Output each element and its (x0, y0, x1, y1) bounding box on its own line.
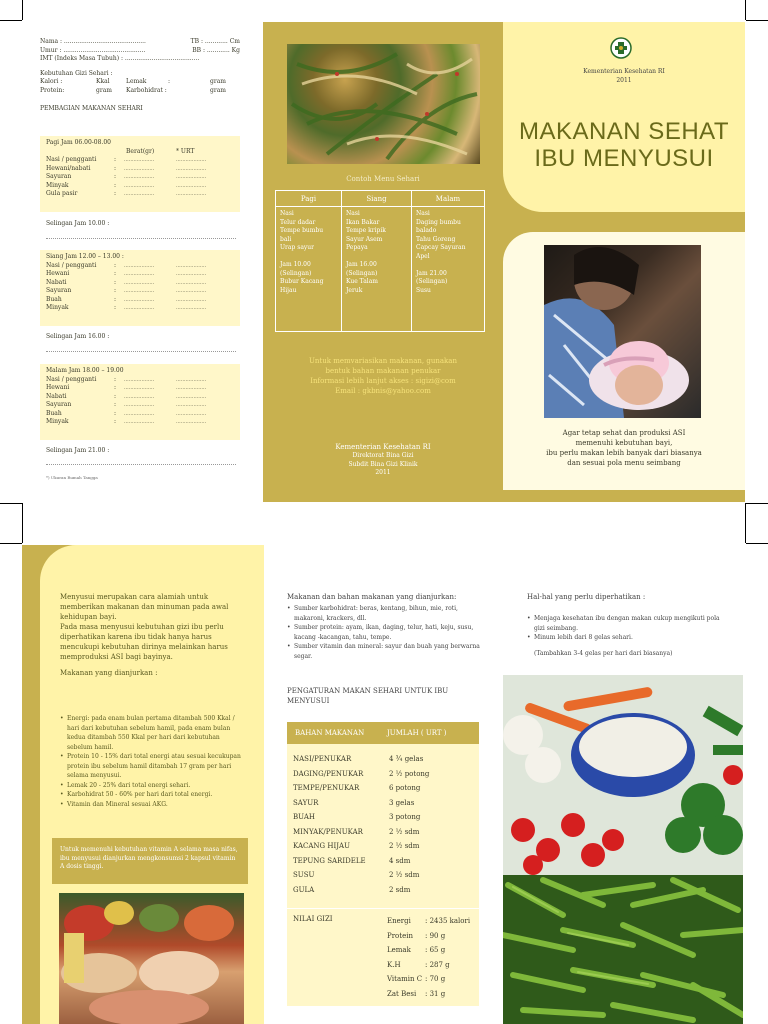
form-row: Nabati : ................... ................... (46, 392, 207, 400)
kebutuhan-title: Kebutuhan Gizi Sehari : (40, 69, 113, 77)
bb-line: BB : ............ Kg (192, 46, 240, 54)
nilai-rows (387, 914, 470, 1001)
form-row: Nabati : ................... ................... (46, 278, 207, 286)
form-row: Buah : ................... ................... (46, 295, 207, 303)
protein-row: Protein: gram Karbohidrat : gram (40, 86, 226, 94)
menu-title: Contoh Menu Sehari (346, 175, 420, 183)
intro-para1: Menyusui merupakan cara alamiah untuk memberikan makanan dan minuman pada awal kehidupan bayi. (60, 593, 229, 621)
dianjurkan-heading: Makanan yang dianjurkan : (60, 669, 158, 677)
cover-caption-3: ibu perlu makan lebih banyak dari biasanya (546, 449, 702, 457)
right-heading: Hal-hal yang perlu diperhatikan : (527, 593, 646, 601)
menu-pagi-item: bali (280, 235, 292, 243)
table-rows (287, 744, 479, 897)
form-row: Buah : ................... ................... (46, 409, 207, 417)
menu-header-siang: Siang (342, 191, 412, 206)
form-row: Hewani : ................... ................... (46, 384, 207, 391)
bullet-item: • Lemak 20 - 25% dari total energi sehari. (60, 781, 244, 791)
pagi-list (46, 156, 234, 199)
bullet-item: • Sumber vitamin dan mineral: sayur dan buah yang berwarna segar. (287, 642, 482, 661)
form-row: Nasi / pengganti : ................... ................... (46, 375, 207, 383)
cover-title-line1: MAKANAN SEHAT (518, 118, 730, 145)
menu-siang-item: Sayur Asem (346, 235, 383, 243)
form-row: Minyak : ................... ................... (46, 418, 207, 425)
form-row: Nasi / pengganti : ................... ................... (46, 261, 207, 269)
menu-siang-item: (Selingan) (346, 269, 378, 277)
siang-block (40, 250, 240, 326)
green-beans-photo (503, 875, 743, 1024)
form-row: Sayuran : ................... ................... (46, 287, 207, 294)
table-title: PENGATURAN MAKAN SEHARI UNTUK IBU MENYUSUI (287, 687, 449, 705)
menu-malam-item: Daging bumbu (416, 218, 461, 226)
menu-siang-item: Ikan Bakar (346, 218, 380, 226)
kalori-row: Kalori : Kkal Lemak : gram (40, 78, 226, 85)
dip-vegetable-photo (503, 675, 743, 875)
cover-caption-2: memenuhi kebutuhan bayi, (575, 439, 673, 447)
nama-line: Nama : ........................................... (40, 38, 146, 45)
info-line3: Informasi lebih lanjut akses : sigizi@com (310, 377, 456, 385)
intro-para2: Pada masa menyusui kebutuhan gizi ibu perlu diperhatikan karena ibu tidak hanya harus mencukupi kebutuhan dirinya melainkan harus memproduksi ASI bagi bayinya. (60, 623, 228, 661)
menu-header-malam: Malam (435, 195, 461, 203)
menu-malam-item: balado (416, 227, 437, 234)
nilai-row: Lemak : 65 g (387, 946, 446, 954)
menu-footer-year: 2011 (375, 469, 391, 476)
cover-year: 2011 (616, 76, 632, 84)
form-row: Sayuran : ................... ................... (46, 173, 207, 180)
table-row: NASI/PENUKAR 4 ¾ gelas (293, 755, 424, 763)
table-row: SUSU 2 ½ sdm (293, 871, 420, 879)
menu-pagi-item: Bubur Kacang (280, 278, 324, 285)
nilai-row: Protein : 90 g (387, 931, 446, 940)
nilai-row: K.H : 287 g (387, 960, 450, 969)
malam-list (46, 376, 234, 427)
pagi-block (40, 136, 240, 212)
menu-siang-item: Kue Talam (346, 278, 378, 285)
selingan3-line (46, 464, 236, 465)
menu-pagi-item: (Selingan) (280, 269, 312, 277)
info-line1: Untuk memvariasikan makanan, gunakan (309, 357, 457, 365)
footnote: *) Ukuran Rumah Tangga (46, 475, 98, 480)
form-row: Minyak : ................... ................... (46, 304, 207, 311)
mid-bullet-list (287, 604, 482, 661)
info-line2: bentuk bahan makanan penukar (325, 367, 441, 375)
selingan2: Selingan Jam 16.00 : (46, 333, 110, 340)
menu-pagi-item (280, 253, 337, 262)
urt-header: * URT (176, 147, 195, 155)
pengaturan-table (287, 722, 479, 1006)
malam-title: Malam Jam 18.00 – 19.00 (46, 367, 124, 374)
malam-block (40, 364, 240, 440)
imt-line: IMT (Indeks Masa Tubuh) : ....................................... (40, 55, 200, 62)
menu-pagi-item: Telur dadar (280, 218, 316, 226)
tb-line: TB : ............ Cm (190, 38, 240, 45)
bullet-item: • Sumber karbohidrat: beras, kentang, bihun, mie, roti, makaroni, krackers, dll. (287, 604, 482, 623)
vegetable-icon (287, 44, 480, 164)
mother-baby-photo (544, 245, 701, 418)
cover-ministry: Kementerian Kesehatan RI (583, 68, 665, 75)
menu-malam-item: Capcay Sayuran (416, 244, 466, 251)
right-sub: (Tambahkan 3-4 gelas per hari dari biasanya) (534, 650, 673, 657)
menu-malam-item: (Selingan) (416, 278, 448, 285)
menu-table (275, 190, 485, 332)
dianjurkan-list (60, 714, 244, 809)
menu-siang-item: Jeruk (346, 286, 363, 294)
bullet-item: • Vitamin dan Mineral sesuai AKG. (60, 800, 244, 810)
selingan2-line (46, 351, 236, 352)
groceries-photo (59, 893, 244, 1024)
menu-pagi-item: Jam 10.00 (280, 261, 311, 268)
siang-list (46, 262, 234, 313)
nilai-row: Vitamin C : 70 g (387, 975, 446, 983)
mid-heading: Makanan dan bahan makanan yang dianjurkan: (287, 593, 457, 601)
form-row: Nasi / pengganti : ................... ................... (46, 156, 207, 163)
table-row: DAGING/PENUKAR 2 ½ potong (293, 769, 430, 778)
stirfry-photo (287, 44, 480, 164)
bullet-item: • Karbohidrat 50 - 60% per hari dari total energi. (60, 790, 244, 800)
menu-siang-item: Jam 16.00 (346, 261, 377, 268)
menu-siang-item: Tempe kripik (346, 227, 386, 234)
selingan1-line (46, 238, 236, 239)
menu-footer-directorate: Direktorat Bina Gizi (352, 452, 414, 459)
menu-pagi-item: Urap sayur (280, 244, 315, 251)
vitamin-note: Untuk memenuhi kebutuhan vitamin A selama masa nifas, ibu menyusui dianjurkan mengkonsumsi 2 kapsul vitamin A dosis tinggi. (52, 838, 248, 884)
info-line4: Email : gkbnis@yahoo.com (335, 387, 431, 395)
menu-malam-list (412, 207, 484, 331)
menu-footer-ministry: Kementerian Kesehatan RI (335, 443, 431, 451)
form-row: Hewani : ................... ................... (46, 270, 207, 277)
table-row: TEPUNG SARIDELE 4 sdm (293, 856, 411, 865)
table-row: GULA 2 sdm (293, 885, 411, 894)
form-row: Minyak : ................... ................... (46, 181, 207, 189)
menu-malam-item: Nasi (416, 210, 430, 217)
menu-malam-item: Apel (416, 252, 430, 260)
menu-pagi-item: Nasi (280, 210, 294, 217)
bullet-item: • Menjaga kesehatan ibu dengan makan cukup mengikuti pola gizi seimbang. (527, 614, 727, 633)
menu-pagi-item: Hijau (280, 286, 297, 294)
cover-title-line2: IBU MENYUSUI (534, 145, 714, 172)
siang-title: Siang Jam 12.00 – 13.00 : (46, 253, 124, 260)
pembagian-title: PEMBAGIAN MAKANAN SEHARI (40, 105, 143, 112)
menu-siang-item (346, 253, 407, 262)
selingan3: Selingan Jam 21.00 : (46, 447, 110, 454)
table-row: SAYUR 3 gelas (293, 798, 415, 807)
menu-malam-item (416, 261, 480, 270)
form-row: Sayuran : ................... ................... (46, 401, 207, 408)
table-row: MINYAK/PENUKAR 2 ½ sdm (293, 827, 420, 836)
cover-caption-1: Agar tetap sehat dan produksi ASI (562, 429, 686, 437)
table-row: KACANG HIJAU 2 ½ sdm (293, 842, 420, 850)
berat-header: Berat(gr) (126, 147, 155, 155)
table-row: BUAH 3 potong (293, 813, 421, 821)
bullet-item: • Protein 10 - 15% dari total energi atau sesuai kecukupan protein ibu sebelum hamil ditambah 17 gram per hari selama menyusui. (60, 752, 244, 781)
col-bahan: BAHAN MAKANAN (295, 729, 365, 737)
bullet-item: • Minum lebih dari 8 gelas sehari. (527, 633, 727, 643)
menu-siang-list (342, 207, 412, 331)
table-row: TEMPE/PENUKAR 6 potong (293, 784, 421, 792)
pagi-title: Pagi Jam 06.00-08.00 (46, 139, 111, 146)
menu-malam-item: Jam 21.00 (416, 269, 447, 277)
cover-caption-4: dan sesuai pola menu seimbang (567, 459, 681, 467)
menu-pagi-list (276, 207, 342, 331)
menu-pagi-item: Tempe bumbu (280, 227, 324, 234)
form-row: Gula pasir : ................... ................... (46, 190, 207, 197)
bullet-item: • Sumber protein: ayam, ikan, daging, telur, hati, keju, susu, kacang -kacangan, tahu, tempe. (287, 623, 482, 642)
nilai-row: Zat Besi : 31 g (387, 989, 446, 998)
ministry-logo-icon (610, 37, 632, 59)
menu-malam-item: Tahu Goreng (416, 235, 456, 243)
menu-siang-item: Pepaya (346, 244, 368, 251)
bullet-item: • Energi: pada enam bulan pertama ditambah 500 Kkal / hari dari kebutuhan sebelum hamil, pada enam bulan kedua ditambah 550 Kkal per hari dari kebutuhan sebelum hamil. (60, 714, 244, 752)
menu-footer-subdit: Subdit Bina Gizi Klinik (348, 460, 418, 468)
umur-line: Umur : ........................................... (40, 46, 146, 54)
right-bullet-list (527, 614, 727, 643)
col-jumlah: JUMLAH ( URT ) (387, 729, 447, 737)
menu-siang-item: Nasi (346, 210, 360, 217)
form-row: Hewani/nabati : ................... ................... (46, 164, 207, 172)
nilai-label: NILAI GIZI (293, 915, 333, 923)
menu-header-pagi: Pagi (276, 191, 342, 206)
menu-panel (263, 22, 503, 502)
selingan1: Selingan Jam 10.00 : (46, 220, 110, 227)
nilai-row: Energi : 2435 kalori (387, 917, 471, 925)
menu-malam-item: Susu (416, 286, 431, 294)
